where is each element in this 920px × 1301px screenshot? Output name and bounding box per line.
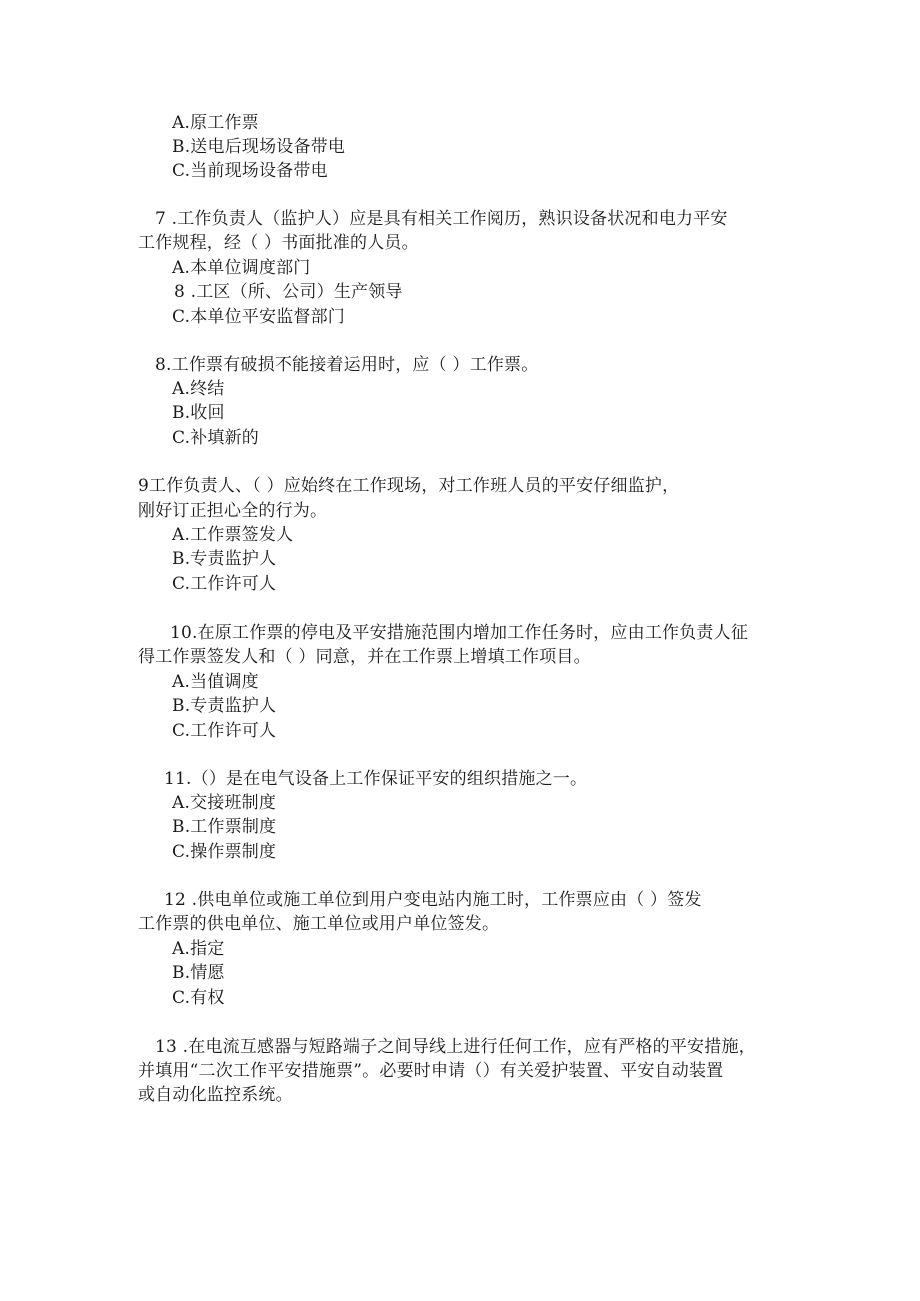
q12-stem-line1: 12 .供电单位或施工单位到用户变电站内施工时，工作票应由（ ）签发: [164, 890, 702, 910]
q8-stem-line1: 8.工作票有破损不能接着运用时，应（ ）工作票。: [155, 355, 539, 375]
q8-option-c: C.补填新的: [172, 428, 260, 448]
q10-stem-line2: 得工作票签发人和（ ）同意，并在工作票上增填工作项目。: [138, 647, 591, 667]
q11-option-c: C.操作票制度: [172, 842, 277, 862]
q7-stem-line2: 工作规程，经（ ）书面批准的人员。: [138, 233, 419, 253]
q7-option-b: 8 .工区（所、公司）生产领导: [174, 282, 403, 302]
q10-option-c: C.工作许可人: [172, 721, 277, 741]
q8-option-a: A.终结: [172, 379, 225, 399]
q8-option-b: B.收回: [172, 403, 225, 423]
q9-stem-line2: 刚好订正担心全的行为。: [138, 501, 328, 521]
q10-option-b: B.专责监护人: [172, 696, 277, 716]
q10-option-a: A.当值调度: [172, 672, 259, 692]
q12-option-c: C.有权: [172, 988, 225, 1008]
q6-option-a: A.原工作票: [172, 113, 259, 133]
q7-stem-line1: 7 .工作负责人（监护人）应是具有相关工作阅历，熟识设备状况和电力平安: [155, 209, 728, 229]
q6-option-c: C.当前现场设备带电: [172, 161, 328, 181]
q11-stem-line1: 11.（）是在电气设备上工作保证平安的组织措施之一。: [164, 769, 588, 789]
q10-stem-line1: 10.在原工作票的停电及平安措施范围内增加工作任务时，应由工作负责人征: [170, 623, 749, 643]
q7-option-c: C.本单位平安监督部门: [172, 307, 346, 327]
q12-option-b: B.情愿: [172, 963, 225, 983]
q7-option-a: A.本单位调度部门: [172, 258, 311, 278]
q6-option-b: B.送电后现场设备带电: [172, 137, 346, 157]
q11-option-b: B.工作票制度: [172, 817, 277, 837]
q12-stem-line2: 工作票的供电单位、施工单位或用户单位签发。: [138, 914, 500, 934]
q9-stem-line1: 9工作负责人、（ ）应始终在工作现场，对工作班人员的平安仔细监护，: [138, 476, 680, 496]
q9-option-c: C.工作许可人: [172, 574, 277, 594]
q12-option-a: A.指定: [172, 939, 225, 959]
q9-option-b: B.专责监护人: [172, 549, 277, 569]
q9-option-a: A.工作票签发人: [172, 525, 294, 545]
q13-stem-line2: 并填用“二次工作平安措施票”。必要时申请（）有关爱护装置、平安自动装置: [138, 1061, 724, 1081]
q11-option-a: A.交接班制度: [172, 793, 277, 813]
q13-stem-line1: 13 .在电流互感器与短路端子之间导线上进行任何工作，应有严格的平安措施，: [155, 1037, 756, 1057]
q13-stem-line3: 或自动化监控系统。: [138, 1085, 293, 1105]
